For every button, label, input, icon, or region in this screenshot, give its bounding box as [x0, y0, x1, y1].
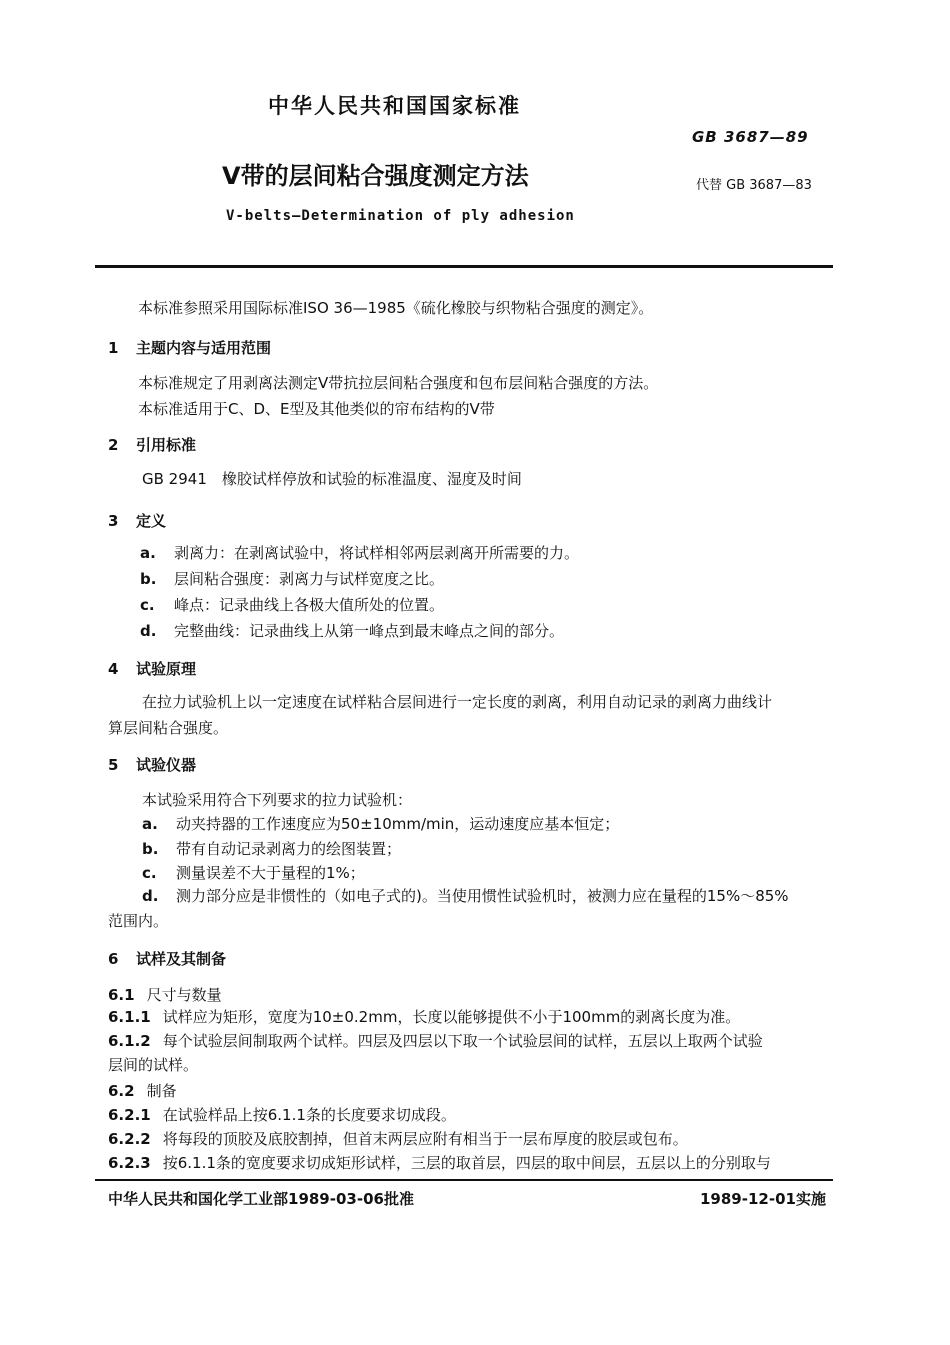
subsection-title: 尺寸与数量 — [146, 986, 222, 1004]
requirement-item-d — [142, 885, 789, 906]
section-1-paragraph-2: 本标准适用于C、D、E型及其他类似的帘布结构的V带 — [138, 400, 495, 418]
clause-6-2-1 — [108, 1104, 456, 1125]
section-4-paragraph-1: 在拉力试验机上以一定速度在试样粘合层间进行一定长度的剥离，利用自动记录的剥离力曲线计 — [142, 693, 773, 711]
section-number: 6 — [108, 950, 119, 968]
subsection-6-1 — [108, 984, 222, 1005]
section-5-heading — [108, 754, 196, 775]
section-title: 试验原理 — [136, 660, 197, 678]
clause-number: 6.2.1 — [108, 1106, 151, 1124]
clause-6-1-1 — [108, 1006, 740, 1027]
definition-item-d — [140, 620, 564, 641]
item-text: 动夹持器的工作速度应为50±10mm/min，运动速度应基本恒定； — [176, 815, 620, 833]
item-text: 测力部分应是非惯性的（如电子式的)。当使用惯性试验机时，被测力应在量程的15%～85% — [176, 887, 789, 905]
clause-text: 在试验样品上按6.1.1条的长度要求切成段。 — [162, 1106, 456, 1124]
item-label: a. — [140, 544, 156, 562]
requirement-item-d-cont: 范围内。 — [108, 912, 169, 930]
section-3-heading — [108, 510, 166, 531]
clause-6-1-2 — [108, 1030, 763, 1051]
item-label: b. — [140, 570, 157, 588]
section-1-heading — [108, 337, 271, 358]
section-6-heading — [108, 948, 226, 969]
national-standard-heading: 中华人民共和国国家标准 — [268, 94, 521, 118]
subsection-6-2 — [108, 1080, 177, 1101]
item-text: 峰点：记录曲线上各极大值所处的位置。 — [174, 596, 445, 614]
clause-6-1-2-cont: 层间的试样。 — [108, 1056, 199, 1074]
clause-number: 6.1.2 — [108, 1032, 151, 1050]
item-text: 层间粘合强度：剥离力与试样宽度之比。 — [174, 570, 445, 588]
section-2-paragraph-1: GB 2941 橡胶试样停放和试验的标准温度、湿度及时间 — [142, 470, 522, 488]
definition-item-c — [140, 594, 444, 615]
requirement-item-b — [142, 838, 401, 859]
item-text: 测量误差不大于量程的1%； — [176, 864, 365, 882]
section-title: 定义 — [136, 512, 167, 530]
definition-item-a — [140, 542, 579, 563]
item-label: d. — [142, 887, 159, 905]
approval-line: 中华人民共和国化学工业部1989-03-06批准 — [108, 1190, 414, 1208]
section-title: 试样及其制备 — [136, 950, 227, 968]
section-1-paragraph-1: 本标准规定了用剥离法测定V带抗拉层间粘合强度和包布层间粘合强度的方法。 — [138, 374, 659, 392]
footer-divider — [95, 1179, 833, 1181]
section-number: 5 — [108, 756, 119, 774]
english-title: V-belts—Determination of ply adhesion — [226, 208, 575, 224]
section-title: 试验仪器 — [136, 756, 197, 774]
clause-text: 每个试验层间制取两个试样。四层及四层以下取一个试验层间的试样，五层以上取两个试验 — [162, 1032, 763, 1050]
requirement-item-a — [142, 813, 619, 834]
item-text: 带有自动记录剥离力的绘图装置； — [176, 840, 402, 858]
clause-6-2-3 — [108, 1152, 771, 1173]
clause-text: 按6.1.1条的宽度要求切成矩形试样，三层的取首层，四层的取中间层，五层以上的分别取与 — [162, 1154, 771, 1172]
section-4-heading — [108, 658, 196, 679]
clause-number: 6.2.3 — [108, 1154, 151, 1172]
subsection-title: 制备 — [146, 1082, 177, 1100]
replaces-standard: 代替 GB 3687—83 — [696, 178, 812, 193]
section-number: 4 — [108, 660, 119, 678]
definition-item-b — [140, 568, 444, 589]
effective-date: 1989-12-01实施 — [700, 1190, 826, 1208]
clause-6-2-2 — [108, 1128, 688, 1149]
clause-number: 6.1.1 — [108, 1008, 151, 1026]
item-text: 完整曲线：记录曲线上从第一峰点到最末峰点之间的部分。 — [174, 622, 565, 640]
standard-code: GB 3687—89 — [692, 128, 809, 146]
item-label: d. — [140, 622, 157, 640]
clause-number: 6.2.2 — [108, 1130, 151, 1148]
item-label: a. — [142, 815, 158, 833]
section-5-paragraph-1: 本试验采用符合下列要求的拉力试验机： — [142, 791, 413, 809]
subsection-number: 6.2 — [108, 1082, 135, 1100]
document-title: V带的层间粘合强度测定方法 — [222, 162, 529, 190]
subsection-number: 6.1 — [108, 986, 135, 1004]
section-number: 3 — [108, 512, 119, 530]
item-label: c. — [142, 864, 157, 882]
intro-paragraph: 本标准参照采用国际标准ISO 36—1985《硫化橡胶与织物粘合强度的测定》。 — [138, 299, 654, 317]
header-divider — [95, 265, 833, 268]
section-number: 1 — [108, 339, 119, 357]
item-text: 剥离力：在剥离试验中，将试样相邻两层剥离开所需要的力。 — [174, 544, 580, 562]
section-4-paragraph-1-cont: 算层间粘合强度。 — [108, 719, 229, 737]
item-label: c. — [140, 596, 155, 614]
item-label: b. — [142, 840, 159, 858]
clause-text: 试样应为矩形，宽度为10±0.2mm，长度以能够提供不小于100mm的剥离长度为准。 — [162, 1008, 741, 1026]
requirement-item-c — [142, 862, 365, 883]
clause-text: 将每段的顶胶及底胶割掉，但首末两层应附有相当于一层布厚度的胶层或包布。 — [162, 1130, 688, 1148]
section-title: 主题内容与适用范围 — [136, 339, 272, 357]
section-number: 2 — [108, 436, 119, 454]
section-2-heading — [108, 434, 196, 455]
section-title: 引用标准 — [136, 436, 197, 454]
